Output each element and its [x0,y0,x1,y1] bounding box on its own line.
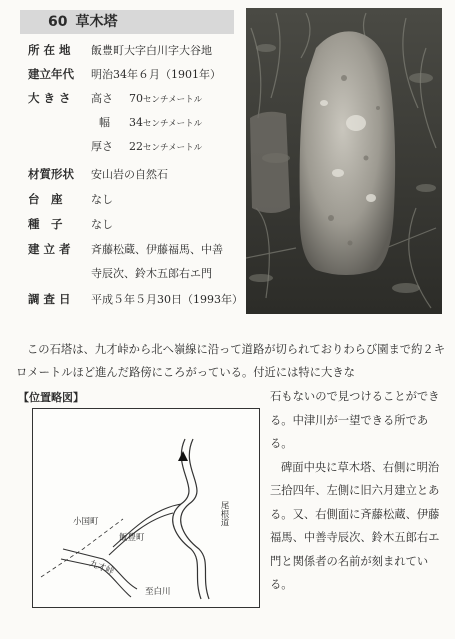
description-continued [270,385,446,597]
width-unit: センチメートル [143,119,203,129]
depth-value: 22 [129,140,143,153]
survey-value: 平成５年５月30日（1993年） [91,293,243,306]
seed-value: なし [91,218,113,231]
description-paragraph: この石塔は、九才峠から北へ嶺線に沿って道路が切られておりわらび園まで約２キロメートルほど進んだ路傍にころがっている。付近には特に大きな [16,343,445,379]
size-label: 大 き さ [28,91,71,105]
size-height [91,90,202,106]
entry-number: 60 [48,14,68,30]
map-label-shirakawa: 至白川 [145,587,171,597]
entry-title: 草木塔 [75,14,118,30]
width-value: 34 [129,116,143,129]
height-label: 高さ [91,92,113,105]
pedestal-value: なし [91,193,113,206]
material-label: 材質形状 [28,167,74,181]
size-width [91,114,202,130]
depth-unit: センチメートル [143,143,203,153]
depth-label: 厚さ [91,140,113,153]
map-label-iide: 飯豊町 [119,533,145,543]
size-depth [91,138,202,154]
page-title [20,10,234,34]
stone-monument-photo [246,8,442,314]
photo-illustration [246,8,442,314]
road-line [181,439,209,599]
builder-line2: 寺辰次、鈴木五郎右エ門 [91,267,212,280]
pedestal-label: 台 座 [28,192,63,206]
location-label: 所 在 地 [28,43,71,57]
survey-label: 調 査 日 [28,292,71,306]
location-map [32,408,260,608]
map-heading: 【位置略図】 [18,391,84,404]
builder-label: 建 立 者 [28,242,71,256]
seed-label: 種 子 [28,217,63,231]
location-value: 飯豊町大字白川字大谷地 [91,44,212,57]
description-part1: 石もないので見つけることができる。中津川が一望できる所である。 [270,390,440,450]
map-label-oguni: 小国町 [73,517,99,527]
description-part2: 碑面中央に草木塔、右側に明治三拾四年、左側に旧六月建立とある。又、右側面に斉藤松蔵、伊藤福馬、中善寺辰次、鈴木五郎右エ門と関係者の名前が刻まれている。 [270,460,440,591]
monument-marker [178,451,188,461]
map-label-ridge-road: 尾根道 [219,501,229,527]
map-label-kusai-pass: 九才峠 [87,558,116,578]
height-unit: センチメートル [143,95,203,105]
width-label: 幅 [99,116,110,129]
material-value: 安山岩の自然石 [91,168,168,181]
year-value: 明治34年６月（1901年） [91,68,221,81]
height-value: 70 [129,92,143,105]
builder-line1: 斉藤松蔵、伊藤福馬、中善 [91,243,223,256]
road-line [173,439,201,599]
year-label: 建立年代 [28,67,74,81]
